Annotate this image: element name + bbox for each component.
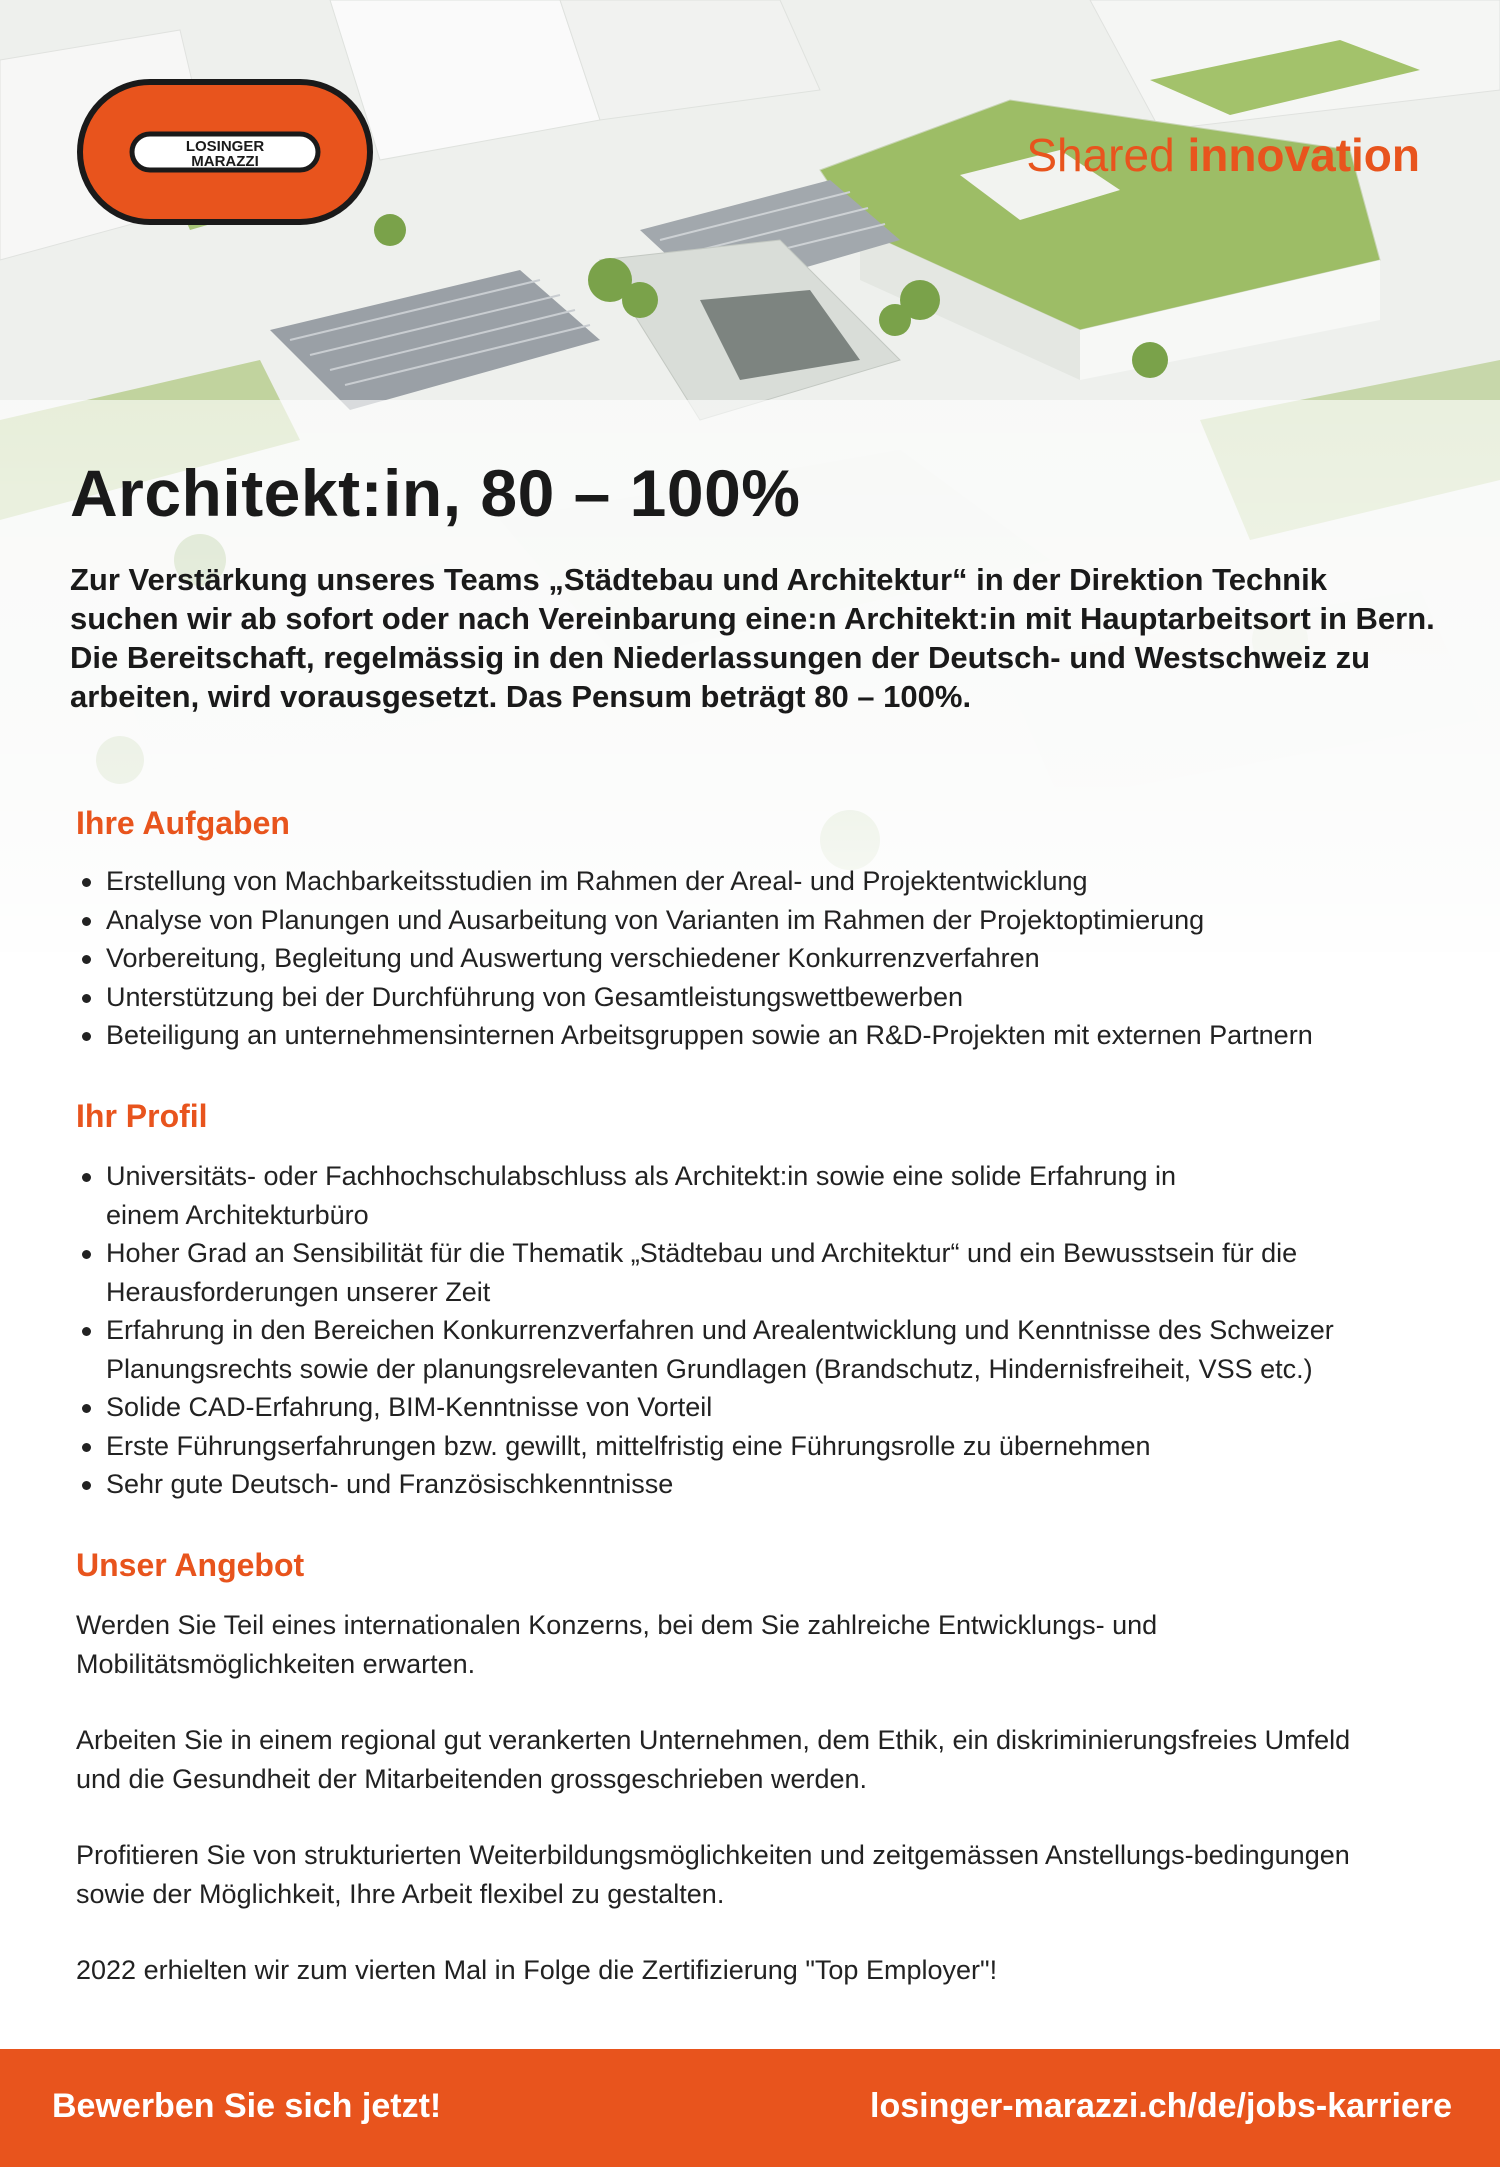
- list-item: Universitäts- oder Fachhochschulabschluss als Architekt:in sowie eine solide Erfahrung in einem Architekturbüro: [76, 1157, 1256, 1234]
- offer-paragraph: Profitieren Sie von strukturierten Weiterbildungsmöglichkeiten und zeitgemässen Anstellungs-bedingungen sowie der Möglichkeit, Ihre Arbeit flexibel zu gestalten.: [76, 1840, 1350, 1909]
- logo-line-1: LOSINGER: [185, 138, 265, 155]
- list-item: Hoher Grad an Sensibilität für die Thematik „Städtebau und Architektur“ und ein Bewusstsein für die Herausforderungen unserer Zeit: [76, 1234, 1356, 1311]
- list-item: Solide CAD-Erfahrung, BIM-Kenntnisse von Vorteil: [76, 1388, 1446, 1427]
- job-intro: Zur Verstärkung unseres Teams „Städtebau und Architektur“ in der Direktion Technik suchen wir ab sofort oder nach Vereinbarung eine:n Architekt:in mit Hauptarbeitsort in Bern. Die Bereitschaft, regelmässig in den Niederlassungen der Deutsch- und Westschweiz zu arbeiten, wird vorausgesetzt. Das Pensum beträgt 80 – 100%.: [70, 562, 1435, 714]
- tagline-bold: innovation: [1187, 129, 1420, 181]
- losinger-marazzi-logo[interactable]: [76, 78, 374, 226]
- careers-link[interactable]: losinger-marazzi.ch/de/jobs-karriere: [870, 2087, 1452, 2125]
- offer-text: [76, 1606, 1376, 2028]
- list-item: Analyse von Planungen und Ausarbeitung von Varianten im Rahmen der Projektoptimierung: [76, 901, 1456, 940]
- list-item: Sehr gute Deutsch- und Französischkenntnisse: [76, 1465, 1446, 1504]
- offer-paragraph: Werden Sie Teil eines internationalen Konzerns, bei dem Sie zahlreiche Entwicklungs- und Mobilitätsmöglichkeiten erwarten.: [76, 1610, 1158, 1679]
- list-item: Vorbereitung, Begleitung und Auswertung verschiedener Konkurrenzverfahren: [76, 939, 1456, 978]
- profile-list: [76, 1157, 1446, 1504]
- logo-line-2: MARAZZI: [191, 153, 259, 170]
- list-item: Erste Führungserfahrungen bzw. gewillt, mittelfristig eine Führungsrolle zu übernehmen: [76, 1427, 1446, 1466]
- tagline: [1000, 128, 1420, 182]
- offer-paragraph: Arbeiten Sie in einem regional gut verankerten Unternehmen, dem Ethik, ein diskriminierungsfreies Umfeld und die Gesundheit der Mitarbeitenden grossgeschrieben werden.: [76, 1725, 1351, 1794]
- tasks-heading: Ihre Aufgaben: [76, 805, 290, 841]
- apply-cta[interactable]: Bewerben Sie sich jetzt!: [52, 2087, 442, 2125]
- profile-heading: Ihr Profil: [76, 1098, 208, 1134]
- list-item: Erfahrung in den Bereichen Konkurrenzverfahren und Arealentwicklung und Kenntnisse des Schweizer Planungsrechts sowie der planungsrelevanten Grundlagen (Brandschutz, Hindernisfreiheit, VSS etc.): [76, 1311, 1446, 1388]
- list-item: Unterstützung bei der Durchführung von Gesamtleistungswettbewerben: [76, 978, 1456, 1017]
- offer-heading: Unser Angebot: [76, 1547, 305, 1583]
- tagline-light: Shared: [1026, 129, 1175, 181]
- tasks-list: [76, 862, 1456, 1055]
- list-item: Beteiligung an unternehmensinternen Arbeitsgruppen sowie an R&D-Projekten mit externen Partnern: [76, 1016, 1456, 1055]
- offer-paragraph: 2022 erhielten wir zum vierten Mal in Folge die Zertifizierung "Top Employer"!: [76, 1955, 998, 1985]
- job-title: Architekt:in, 80 – 100%: [70, 456, 801, 530]
- list-item: Erstellung von Machbarkeitsstudien im Rahmen der Areal- und Projektentwicklung: [76, 862, 1456, 901]
- footer-bar: [0, 2049, 1500, 2167]
